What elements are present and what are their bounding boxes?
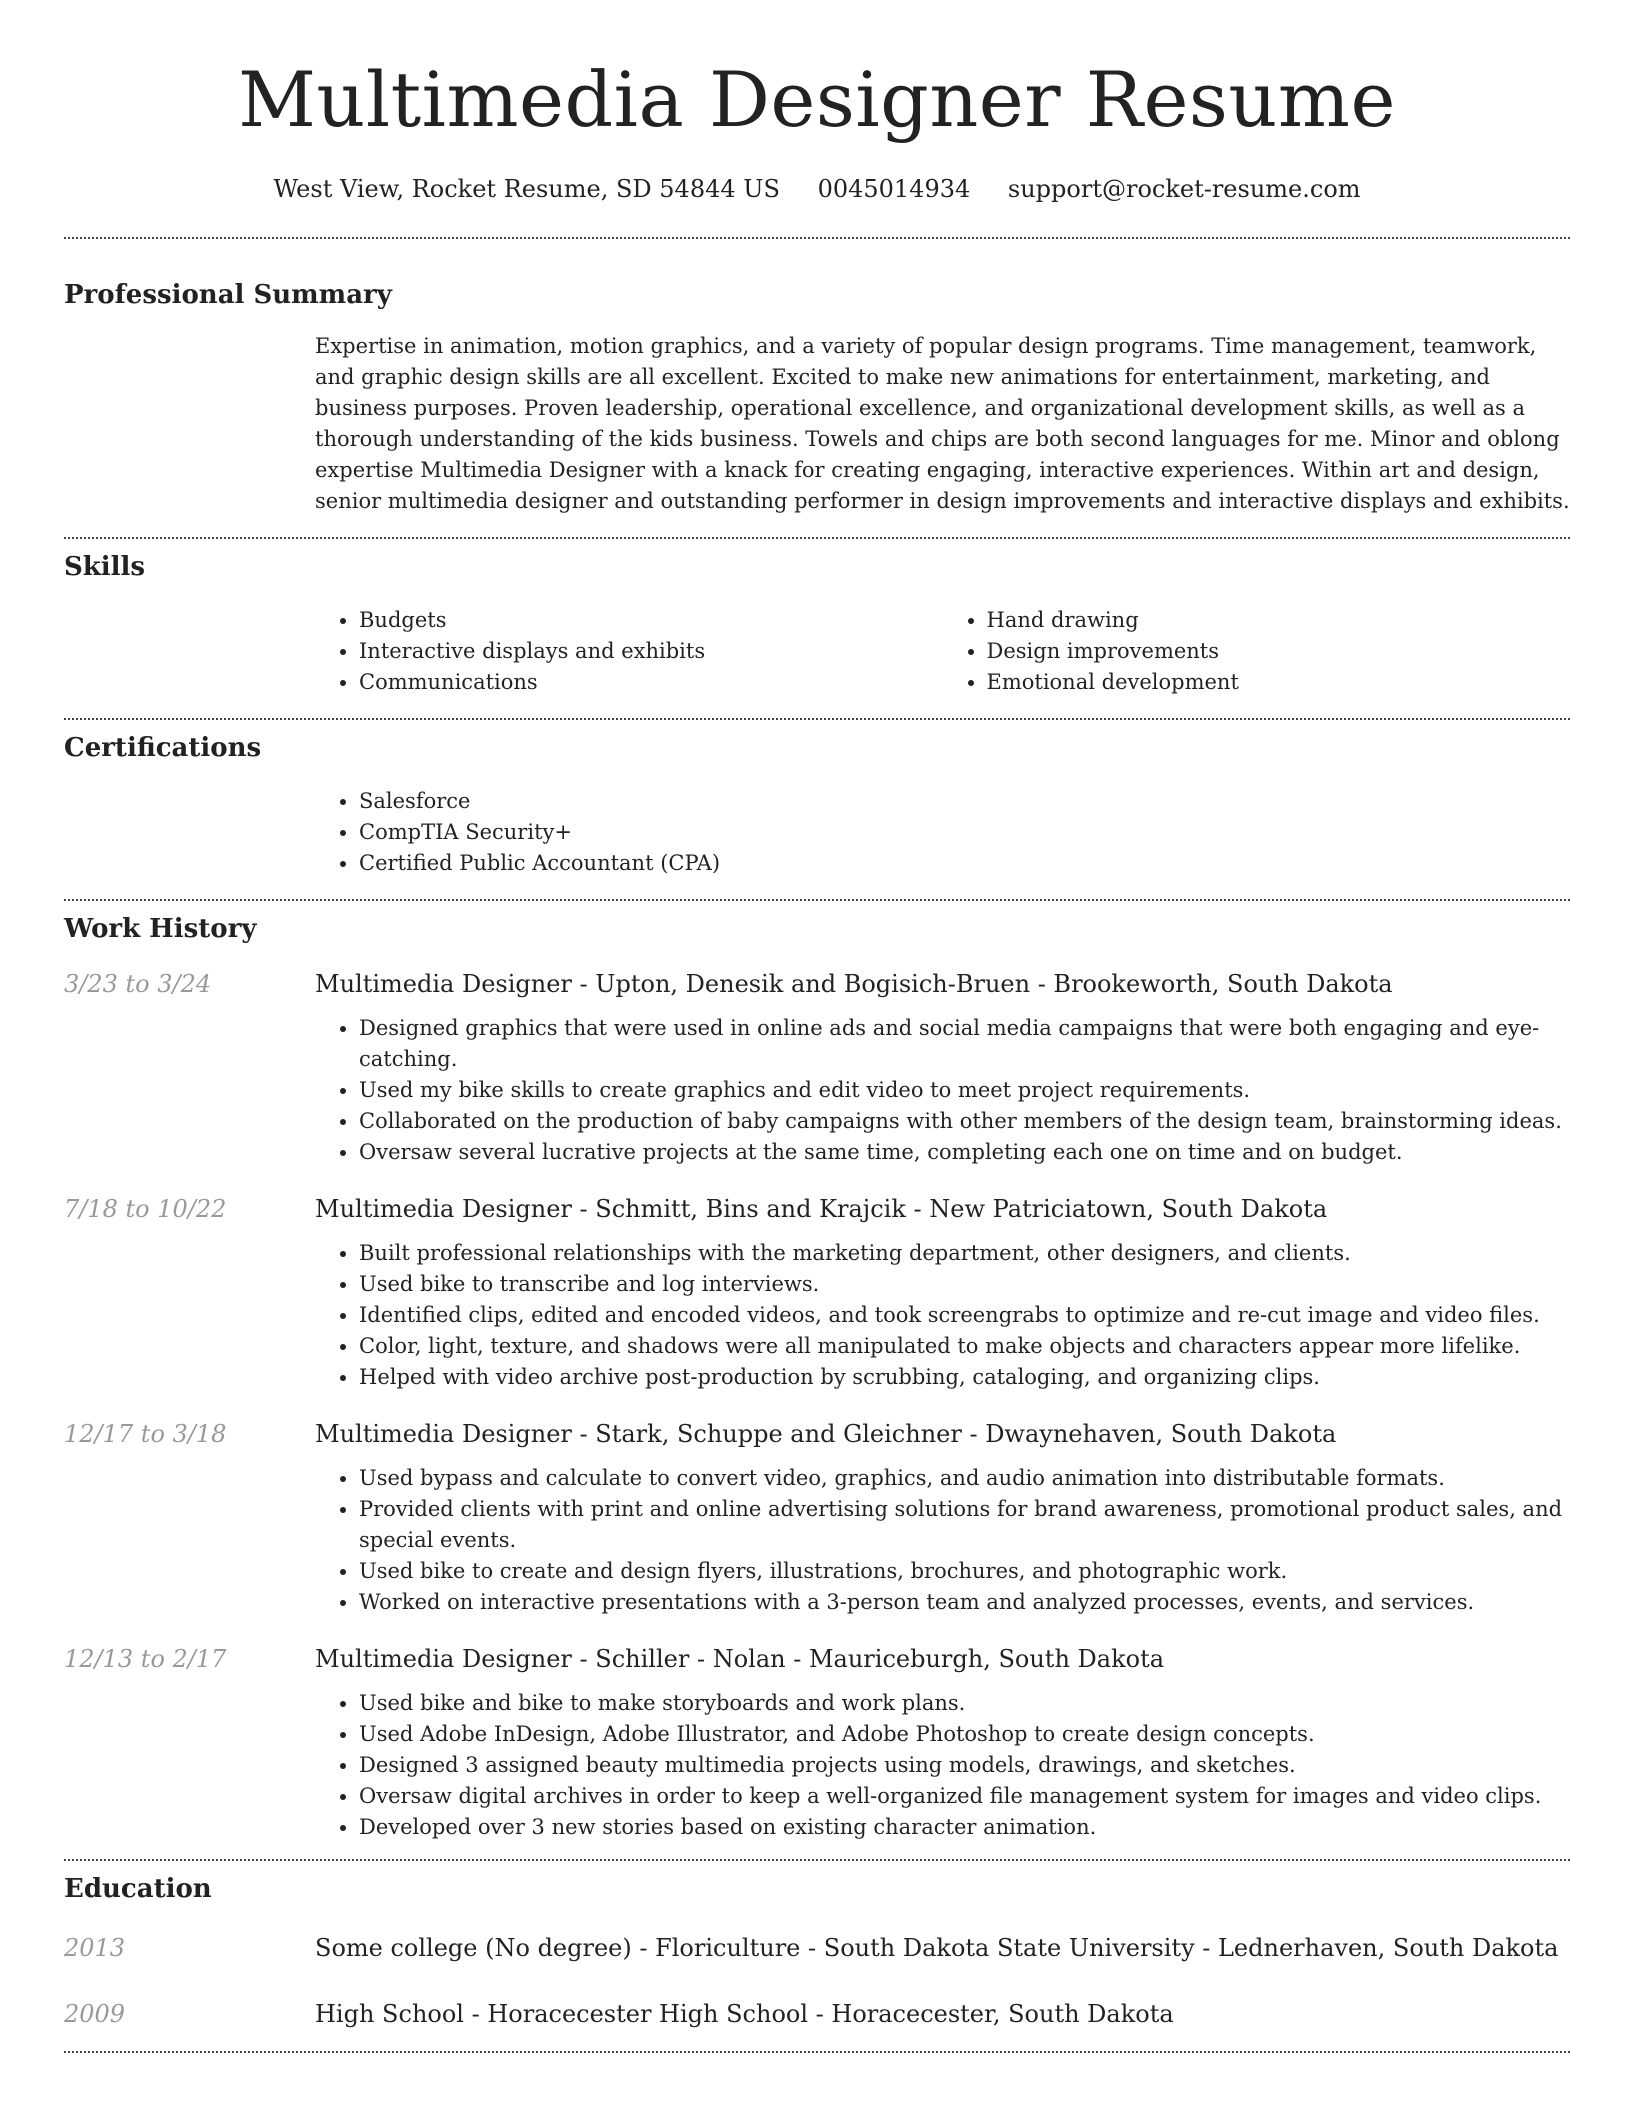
divider bbox=[64, 1859, 1570, 1861]
job-bullet: • Used bike and bike to make storyboards and work plans. bbox=[359, 1688, 1570, 1719]
job-duties bbox=[315, 1463, 1570, 1618]
job-heading: Multimedia Designer - Schmitt, Bins and Krajcik - New Patriciatown, South Dakota bbox=[315, 1195, 1328, 1223]
work-section bbox=[64, 913, 1570, 1843]
summary-text: Expertise in animation, motion graphics, and a variety of popular design programs. Time management, teamwork, and graphic design skills are all excellent. Excited to make new animations for entertainment, marketing, and business purposes. Proven leadership, operational excellence, and organizational development skills, as well as a thorough understanding of the kids business. Towels and chips are both second languages for me. Minor and oblong expertise Multimedia Designer with a knack for creating engaging, interactive experiences. Within art and design, senior multimedia designer and outstanding performer in design improvements and interactive displays and exhibits. bbox=[315, 334, 1570, 513]
job-heading: Multimedia Designer - Upton, Denesik and Bogisich-Bruen - Brookeworth, South Dakota bbox=[315, 970, 1393, 998]
job-bullets bbox=[315, 1238, 1570, 1393]
education-heading-line: High School - Horacecester High School - Horacecester, South Dakota bbox=[315, 2000, 1174, 2028]
certifications-list bbox=[315, 786, 1570, 879]
job-bullet: • Color, light, texture, and shadows were all manipulated to make objects and characters appear more lifelike. bbox=[359, 1331, 1570, 1362]
contact-phone: 0045014934 bbox=[817, 175, 971, 203]
job-bullet: • Helped with video archive post-production by scrubbing, cataloging, and organizing clips. bbox=[359, 1362, 1570, 1393]
education-heading-line: Some college (No degree) - Floriculture - South Dakota State University - Lednerhaven, South Dakota bbox=[315, 1934, 1559, 1962]
education-entry bbox=[64, 1931, 1570, 1965]
job-bullet: • Collaborated on the production of baby campaigns with other members of the design team, brainstorming ideas. bbox=[359, 1106, 1570, 1137]
job-title: Multimedia Designer bbox=[315, 1645, 572, 1673]
job-bullet: • Provided clients with print and online advertising solutions for brand awareness, promotional product sales, and special events. bbox=[359, 1494, 1570, 1556]
skill-item: • Budgets bbox=[359, 605, 943, 636]
certifications-section bbox=[64, 732, 1570, 879]
job-duties bbox=[315, 1688, 1570, 1843]
education-year: 2013 bbox=[64, 1934, 126, 1962]
skills-columns bbox=[315, 605, 1570, 698]
job-dates: 12/17 to 3/18 bbox=[64, 1420, 227, 1448]
job-bullet: • Used my bike skills to create graphics and edit video to meet project requirements. bbox=[359, 1075, 1570, 1106]
education-heading: Education bbox=[64, 1874, 212, 1904]
job-bullet: • Worked on interactive presentations with a 3-person team and analyzed processes, events, and services. bbox=[359, 1587, 1570, 1618]
skill-item: • Communications bbox=[359, 667, 943, 698]
contact-email: support@rocket-resume.com bbox=[1007, 175, 1361, 203]
work-heading: Work History bbox=[64, 914, 257, 944]
job-bullet: • Used bypass and calculate to convert video, graphics, and audio animation into distributable formats. bbox=[359, 1463, 1570, 1494]
job-bullets bbox=[315, 1013, 1570, 1168]
job-dates: 3/23 to 3/24 bbox=[64, 970, 212, 998]
skill-item: • Hand drawing bbox=[987, 605, 1571, 636]
job-dates: 12/13 to 2/17 bbox=[64, 1645, 227, 1673]
skill-item: • Interactive displays and exhibits bbox=[359, 636, 943, 667]
certification-item: • Certified Public Accountant (CPA) bbox=[359, 848, 1570, 879]
contact-address: West View, Rocket Resume, SD 54844 US bbox=[273, 175, 780, 203]
certification-item: • CompTIA Security+ bbox=[359, 817, 1570, 848]
job-title: Multimedia Designer bbox=[315, 970, 572, 998]
job-employer: Schmitt, Bins and Krajcik - New Patriciatown, South Dakota bbox=[595, 1195, 1328, 1223]
job-bullet: • Identified clips, edited and encoded videos, and took screengrabs to optimize and re-cut image and video files. bbox=[359, 1300, 1570, 1331]
job-bullets bbox=[315, 1463, 1570, 1618]
skills-list-right bbox=[943, 605, 1571, 698]
job-bullet: • Designed graphics that were used in online ads and social media campaigns that were both engaging and eye-catching. bbox=[359, 1013, 1570, 1075]
certification-item: • Salesforce bbox=[359, 786, 1570, 817]
job-employer: Upton, Denesik and Bogisich-Bruen - Brookeworth, South Dakota bbox=[595, 970, 1393, 998]
job-header bbox=[64, 967, 1570, 1001]
education-year: 2009 bbox=[64, 2000, 126, 2028]
skills-list-left bbox=[315, 605, 943, 698]
skill-item: • Design improvements bbox=[987, 636, 1571, 667]
job-bullet: • Used bike to create and design flyers, illustrations, brochures, and photographic work. bbox=[359, 1556, 1570, 1587]
divider bbox=[64, 718, 1570, 720]
education-degree: Some college (No degree) - Floriculture bbox=[315, 1934, 801, 1962]
summary-section bbox=[64, 279, 1570, 517]
divider bbox=[64, 2051, 1570, 2053]
job-employer: Schiller - Nolan - Mauriceburgh, South Dakota bbox=[595, 1645, 1165, 1673]
job-bullet: • Oversaw digital archives in order to keep a well-organized file management system for images and video clips. bbox=[359, 1781, 1570, 1812]
job-bullet: • Oversaw several lucrative projects at the same time, completing each one on time and on budget. bbox=[359, 1137, 1570, 1168]
skill-item: • Emotional development bbox=[987, 667, 1571, 698]
job-dates: 7/18 to 10/22 bbox=[64, 1195, 227, 1223]
job-duties bbox=[315, 1238, 1570, 1393]
job-entry bbox=[64, 1417, 1570, 1618]
job-title: Multimedia Designer bbox=[315, 1420, 572, 1448]
education-school: Horacecester High School - Horacecester, South Dakota bbox=[487, 2000, 1174, 2028]
job-header bbox=[64, 1642, 1570, 1676]
divider bbox=[64, 899, 1570, 901]
job-employer: Stark, Schuppe and Gleichner - Dwaynehaven, South Dakota bbox=[595, 1420, 1337, 1448]
resume-page bbox=[64, 0, 1570, 2053]
certifications-content bbox=[315, 786, 1570, 879]
job-header bbox=[64, 1192, 1570, 1226]
job-entry bbox=[64, 1642, 1570, 1843]
job-header bbox=[64, 1417, 1570, 1451]
job-bullets bbox=[315, 1688, 1570, 1843]
job-entry bbox=[64, 1192, 1570, 1393]
job-heading: Multimedia Designer - Schiller - Nolan - Mauriceburgh, South Dakota bbox=[315, 1645, 1165, 1673]
job-duties bbox=[315, 1013, 1570, 1168]
education-school: South Dakota State University - Lednerhaven, South Dakota bbox=[823, 1934, 1559, 1962]
job-bullet: • Designed 3 assigned beauty multimedia projects using models, drawings, and sketches. bbox=[359, 1750, 1570, 1781]
job-bullet: • Built professional relationships with the marketing department, other designers, and clients. bbox=[359, 1238, 1570, 1269]
divider bbox=[64, 237, 1570, 239]
job-entry bbox=[64, 967, 1570, 1168]
skills-section bbox=[64, 551, 1570, 698]
contact-line bbox=[64, 174, 1570, 204]
job-bullet: • Used bike to transcribe and log interviews. bbox=[359, 1269, 1570, 1300]
summary-heading: Professional Summary bbox=[64, 280, 392, 310]
job-heading: Multimedia Designer - Stark, Schuppe and Gleichner - Dwaynehaven, South Dakota bbox=[315, 1420, 1337, 1448]
skills-heading: Skills bbox=[64, 552, 146, 582]
education-entry bbox=[64, 1997, 1570, 2031]
resume-title: Multimedia Designer Resume bbox=[238, 55, 1396, 144]
job-bullet: • Used Adobe InDesign, Adobe Illustrator, and Adobe Photoshop to create design concepts. bbox=[359, 1719, 1570, 1750]
job-title: Multimedia Designer bbox=[315, 1195, 572, 1223]
job-bullet: • Developed over 3 new stories based on existing character animation. bbox=[359, 1812, 1570, 1843]
certifications-heading: Certifications bbox=[64, 733, 262, 763]
education-degree: High School bbox=[315, 2000, 464, 2028]
education-section bbox=[64, 1873, 1570, 2031]
divider bbox=[64, 537, 1570, 539]
